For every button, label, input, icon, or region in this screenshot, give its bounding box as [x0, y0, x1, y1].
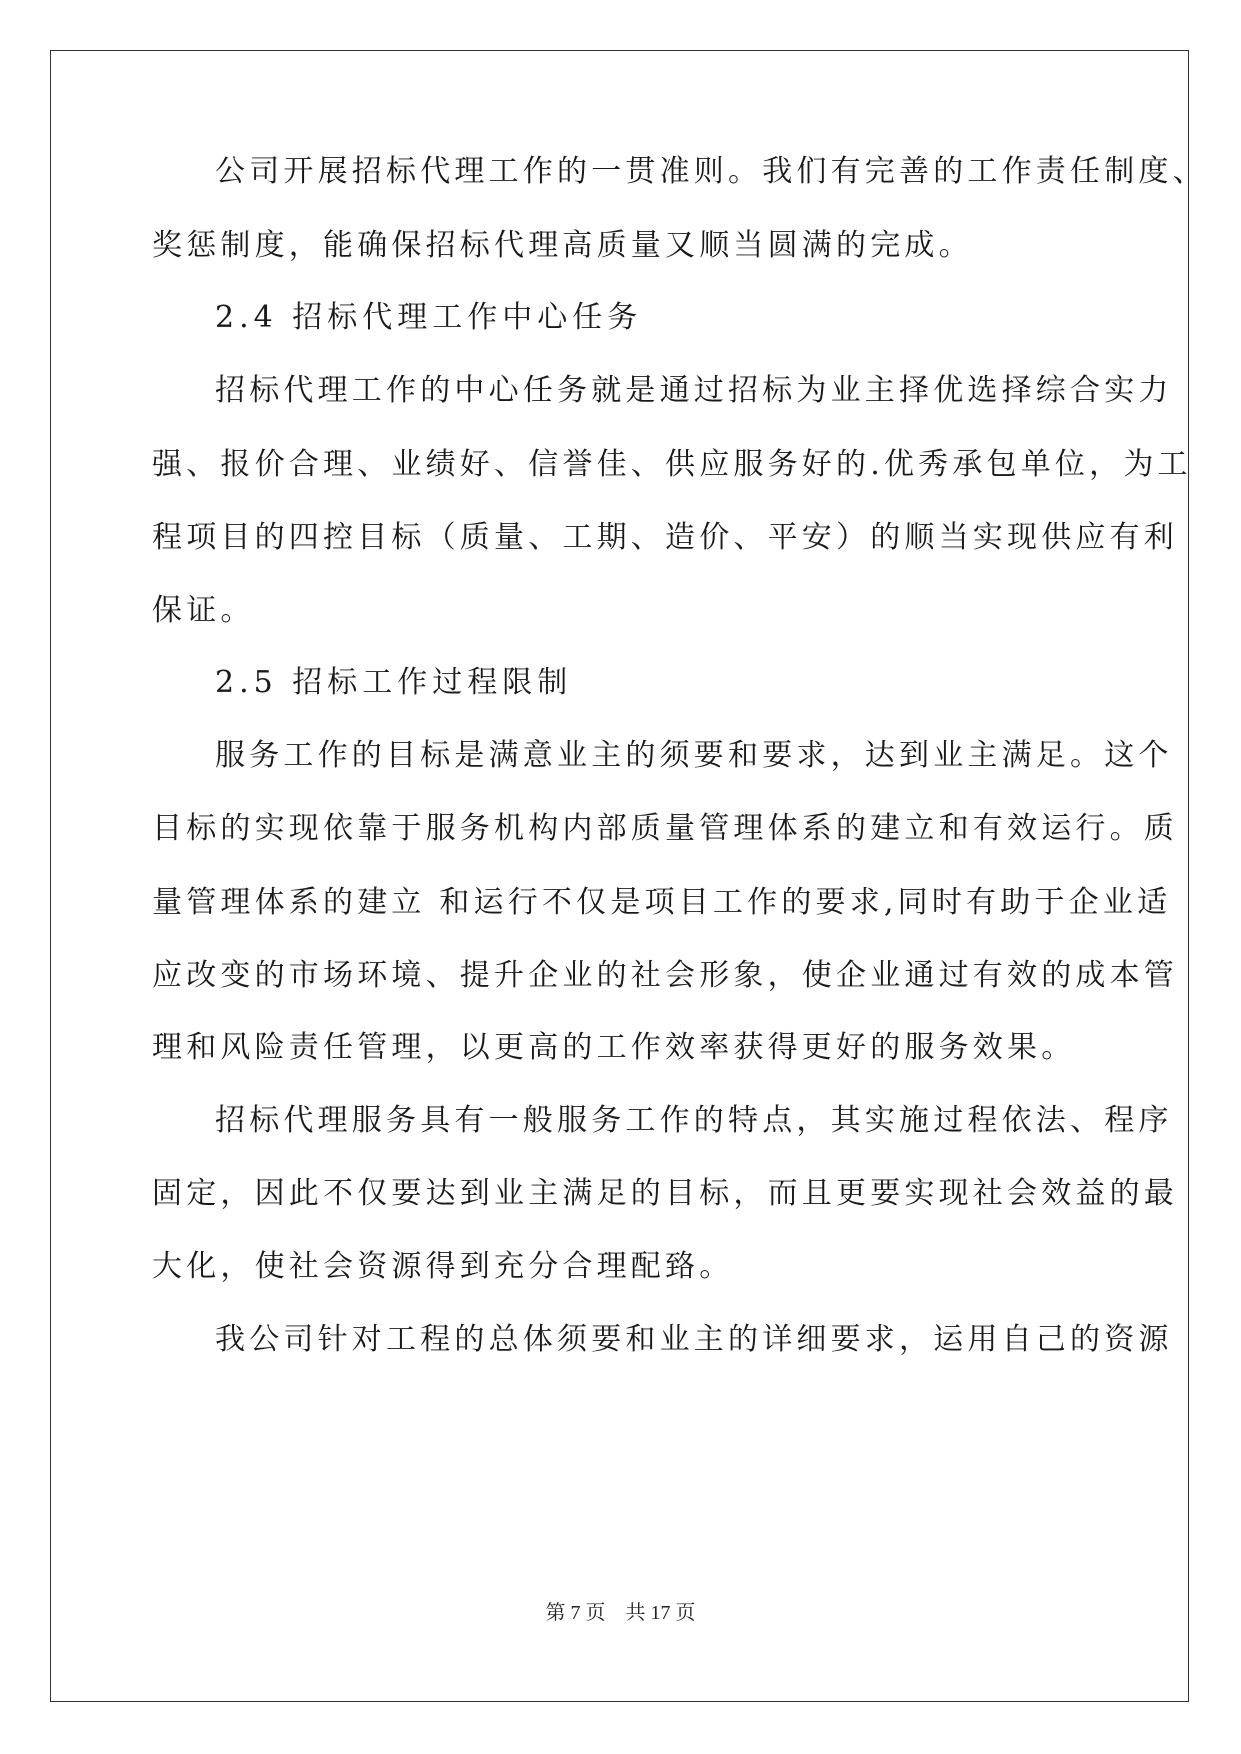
section-heading: 2.4 招标代理工作中心任务 — [215, 300, 643, 335]
text-line: 我公司针对工程的总体须要和业主的详细要求，运用自己的资源 — [215, 1322, 1173, 1357]
text-line: 量管理体系的建立 和运行不仅是项目工作的要求,同时有助于企业适 — [152, 885, 1172, 920]
text-line: 奖惩制度，能确保招标代理高质量又顺当圆满的完成。 — [152, 228, 973, 263]
text-line: 应改变的市场环境、提升企业的社会形象，使企业通过有效的成本管 — [152, 958, 1178, 993]
text-line: 公司开展招标代理工作的一贯准则。我们有完善的工作责任制度、 — [215, 154, 1207, 189]
text-line: 保证。 — [152, 593, 255, 628]
page-number-footer — [0, 1600, 1241, 1626]
text-line: 服务工作的目标是满意业主的须要和要求，达到业主满足。这个 — [215, 738, 1173, 773]
text-line: 理和风险责任管理，以更高的工作效率获得更好的服务效果。 — [152, 1030, 1076, 1065]
section-heading: 2.5 招标工作过程限制 — [215, 665, 573, 700]
text-line: 大化，使社会资源得到充分合理配臵。 — [152, 1249, 734, 1284]
page-number-text: 第 7 页 共 17 页 — [545, 1602, 696, 1624]
text-line: 程项目的四控目标（质量、工期、造价、平安）的顺当实现供应有利 — [152, 520, 1178, 555]
text-line: 强、报价合理、业绩好、信誉佳、供应服务好的.优秀承包单位，为工 — [152, 447, 1192, 482]
text-line: 招标代理服务具有一般服务工作的特点，其实施过程依法、程序 — [215, 1103, 1173, 1138]
text-line: 固定，因此不仅要达到业主满足的目标，而且更要实现社会效益的最 — [152, 1176, 1178, 1211]
text-line: 招标代理工作的中心任务就是通过招标为业主择优选择综合实力 — [215, 373, 1173, 408]
text-line: 目标的实现依靠于服务机构内部质量管理体系的建立和有效运行。质 — [152, 811, 1178, 846]
